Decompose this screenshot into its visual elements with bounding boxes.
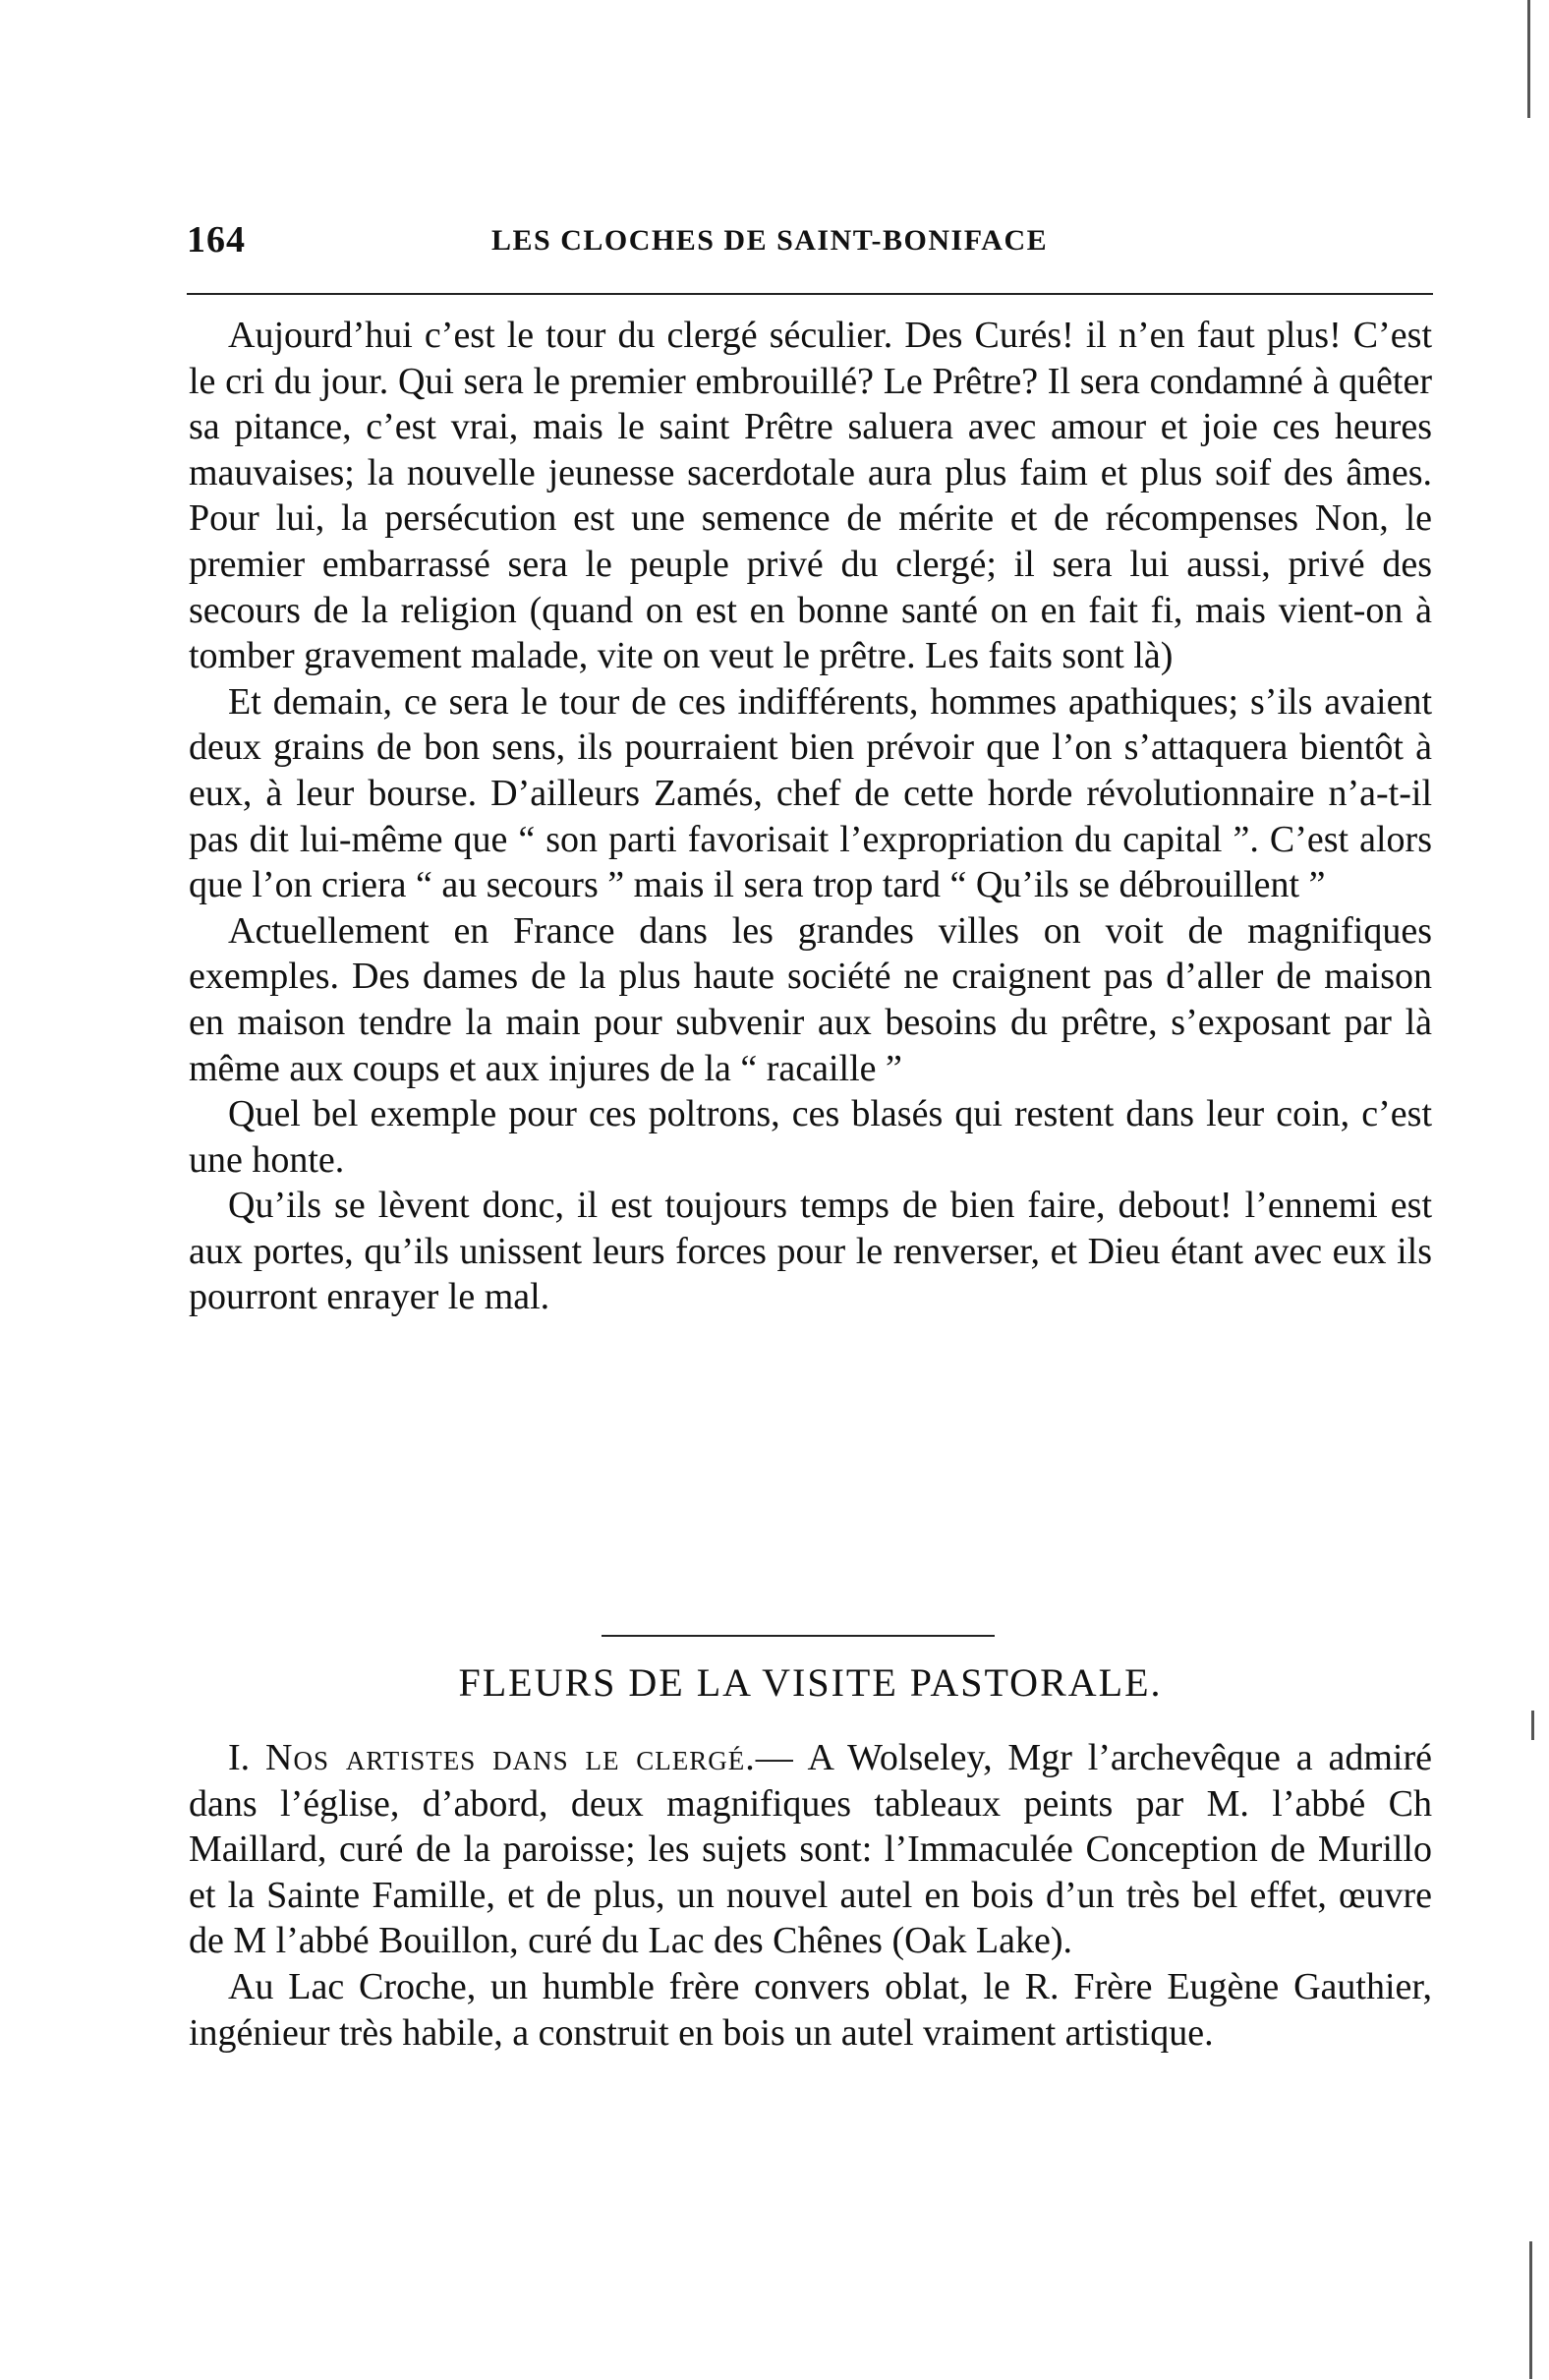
running-title: LES CLOCHES DE SAINT-BONIFACE [491,224,1049,257]
page-number: 164 [187,219,246,261]
paragraph-cowards: Quel bel exemple pour ces poltrons, ces blasés qui restent dans leur coin, c’est une honte. [189,1093,1432,1181]
main-text [189,313,1432,1320]
paragraph-lac-croche: Au Lac Croche, un humble frère convers oblat, le R. Frère Eugène Gauthier, ingénieur très habile, a construit en bois un autel vraiment artistique. [189,1965,1432,2054]
header-rule [187,293,1433,295]
paragraph-clergy: Aujourd’hui c’est le tour du clergé séculier. Des Curés! il n’en faut plus! C’est le cri du jour. Qui sera le premier embrouillé? Le Prêtre? Il sera condamné à quêter sa pitance, c’est vrai, mais le saint Prêtre saluera avec amour et joie ces heures mauvaises; la nouvelle jeunesse sacerdotale aura plus faim et plus soif des âmes. Pour lui, la persécution est une semence de mérite et de récompenses Non, le premier embarrassé sera le peuple privé du clergé; il sera lui aussi, privé des secours de la religion (quand on est en bonne santé on en fait fi, mais vient-on à tomber gravement malade, vite on veut le prêtre. Les faits sont là) [189,315,1432,677]
item-number: I. [228,1737,251,1778]
paragraph-examples: Actuellement en France dans les grandes villes on voit de magnifiques exemples. Des dames de la plus haute société ne craignent pas d’aller de maison en maison tendre la main pour subvenir aux besoins du prêtre, s’exposant par là même aux coups et aux injures de la “ racaille ” [189,909,1432,1089]
item-heading: Nos artistes dans le clergé.— [265,1737,794,1778]
section-text [189,1735,1432,2056]
paragraph-rise-up: Qu’ils se lèvent donc, il est toujours temps de bien faire, debout! l’ennemi est aux portes, qu’ils unissent leurs forces pour le renverser, et Dieu étant avec eux ils pourront enrayer le mal. [189,1185,1432,1318]
page-header [187,218,1430,277]
section-title: FLEURS DE LA VISITE PASTORALE. [458,1660,1163,1705]
paragraph-artists [189,1735,1432,1964]
section-divider [602,1635,995,1637]
item-text: A Wolseley, Mgr l’archevêque a admiré dans l’église, d’abord, deux magnifiques tableaux peints par M. l’abbé Ch Maillard, curé de la paroisse; les sujets sont: l’Immaculée Conception de Murillo et la Sainte Famille, et de plus, un nouvel autel en bois d’un très bel effet, œuvre de M l’abbé Bouillon, curé du Lac des Chênes (Oak Lake). [189,1737,1433,1962]
page-edge-scan-marks [1510,0,1549,2380]
paragraph-indifferents: Et demain, ce sera le tour de ces indifférents, hommes apathiques; s’ils avaient deux grains de bon sens, ils pourraient bien prévoir que l’on s’attaquera bientôt à eux, à leur bourse. D’ailleurs Zamés, chef de cette horde révolutionnaire n’a-t-il pas dit lui-même que “ son parti favorisait l’expropriation du capital ”. C’est alors que l’on criera “ au secours ” mais il sera trop tard “ Qu’ils se débrouillent ” [189,680,1432,906]
